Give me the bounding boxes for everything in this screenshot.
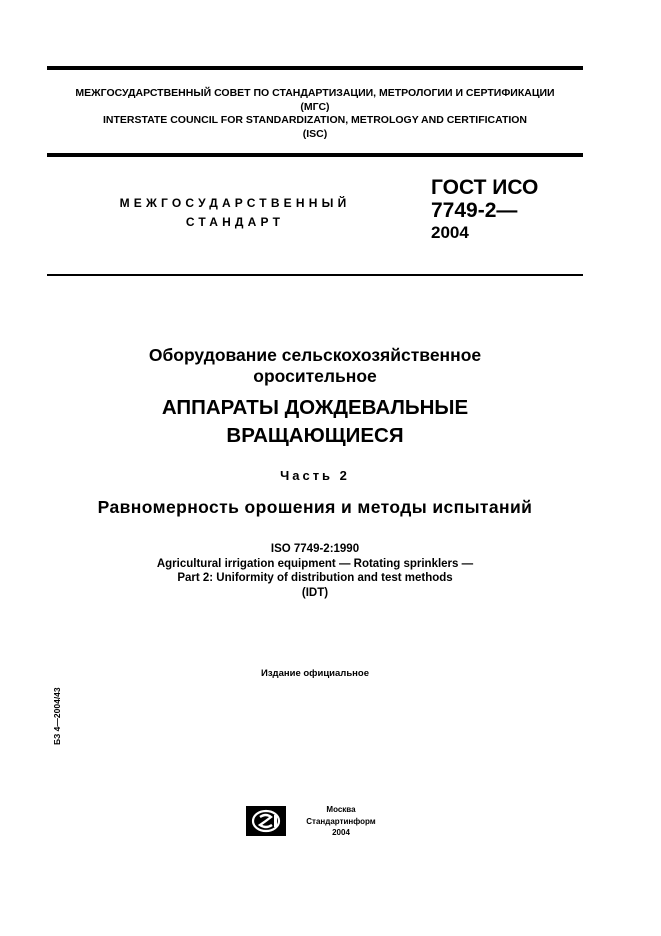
council-header — [47, 87, 583, 141]
main-title — [30, 394, 600, 450]
council-name-ru: МЕЖГОСУДАРСТВЕННЫЙ СОВЕТ ПО СТАНДАРТИЗАЦИИ, МЕТРОЛОГИИ И СЕРТИФИКАЦИИ — [75, 87, 555, 99]
top-rule — [47, 66, 583, 70]
publisher-logo-icon — [246, 806, 286, 836]
publisher-name: Стандартинформ — [306, 816, 376, 826]
designation-year: 2004 — [431, 223, 469, 242]
title-group — [30, 345, 600, 387]
subtitle: Равномерность орошения и методы испытаний — [97, 497, 533, 517]
side-note: БЗ 4—2004/43 — [52, 687, 62, 745]
standard-type-line1: МЕЖГОСУДАРСТВЕННЫЙ — [119, 196, 351, 210]
title-line2: оросительное — [253, 366, 377, 386]
designation-line2: 7749-2— — [431, 199, 518, 222]
council-name-en: INTERSTATE COUNCIL FOR STANDARDIZATION, METROLOGY AND CERTIFICATION — [102, 114, 528, 126]
council-abbr-ru: (МГС) — [300, 100, 330, 113]
designation-rule — [47, 274, 583, 276]
iso-line3: (IDT) — [301, 586, 329, 599]
council-rule — [47, 153, 583, 157]
publisher-year: 2004 — [332, 828, 350, 837]
standard-type — [80, 194, 390, 232]
main-title-line2: ВРАЩАЮЩИЕСЯ — [226, 424, 404, 447]
publisher-info — [296, 804, 386, 839]
iso-ref: ISO 7749-2:1990 — [270, 543, 360, 555]
standard-type-line2: СТАНДАРТ — [185, 215, 285, 229]
standard-designation — [431, 176, 538, 222]
iso-line2: Part 2: Uniformity of distribution and test methods — [177, 572, 453, 584]
title-line1: Оборудование сельскохозяйственное — [148, 345, 482, 365]
iso-line1: Agricultural irrigation equipment — Rotating sprinklers — — [156, 557, 474, 570]
edition-label: Издание официальное — [261, 668, 369, 679]
designation-line1: ГОСТ ИСО — [431, 176, 539, 199]
council-abbr-en: (ISC) — [302, 127, 328, 140]
iso-reference — [30, 542, 600, 600]
main-title-line1: АППАРАТЫ ДОЖДЕВАЛЬНЫЕ — [161, 396, 469, 419]
publisher-city: Москва — [326, 805, 356, 814]
part-label: Часть 2 — [280, 468, 350, 483]
